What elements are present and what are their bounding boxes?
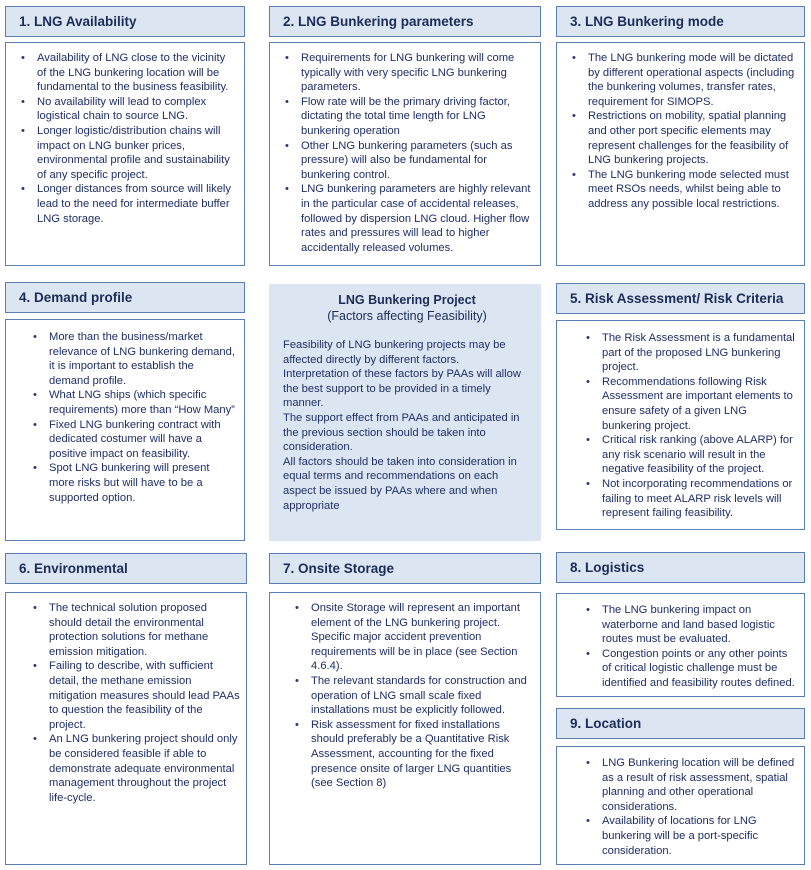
list-item: • Availability of LNG close to the vicinity of the LNG bunkering location will be fundamental to the business feasibility. (37, 51, 236, 95)
box-4-title: 4. Demand profile (19, 290, 133, 305)
box-3-list (588, 51, 798, 212)
list-item: • No availability will lead to complex logistical chain to source LNG. (37, 95, 236, 124)
list-item: • Spot LNG bunkering will present more risks but will have to be a supported option. (49, 461, 236, 505)
list-item: • The LNG bunkering mode will be dictated by different operational aspects (including the bunkering volumes, transfer rates, requirement for SIMOPS. (588, 51, 798, 109)
box-5-title: 5. Risk Assessment/ Risk Criteria (570, 291, 784, 306)
box-7-header (269, 553, 541, 584)
center-paragraph: The support effect from PAAs and anticipated in the previous section should be taken into consideration. (283, 411, 520, 454)
box-6-body (5, 592, 247, 865)
box-9-title: 9. Location (570, 716, 642, 731)
list-item: • Critical risk ranking (above ALARP) for any risk scenario will result in the negative feasibility of the project. (602, 433, 798, 477)
center-title: LNG Bunkering Project (338, 293, 476, 307)
list-item: • More than the business/market relevance of LNG bunkering demand, it is important to establish the demand profile. (49, 330, 236, 388)
list-item: • The technical solution proposed should detail the environmental protection solutions for methane emission mitigation. (49, 601, 240, 659)
list-item: • Congestion points or any other points of critical logistic challenge must be identified and feasibility routes defined. (602, 647, 798, 691)
box-8-title: 8. Logistics (570, 560, 645, 575)
list-item: • Recommendations following Risk Assessment are important elements to ensure safety of a given LNG bunkering project. (602, 375, 798, 433)
box-1-title: 1. LNG Availability (19, 14, 137, 29)
box-4-header (5, 282, 245, 313)
list-item: • What LNG ships (which specific requirements) more than “How Many” (49, 388, 236, 417)
list-item: • Requirements for LNG bunkering will come typically with very specific LNG bunkering parameters. (301, 51, 532, 95)
box-9-body (556, 746, 805, 865)
center-paragraph: All factors should be taken into consideration in equal terms and recommendations on each aspect be issued by PAAs where and when appropriate (283, 455, 517, 512)
box-7-list (311, 601, 534, 791)
center-paragraph: Interpretation of these factors by PAAs will allow the best support to be provided in a timely manner. (283, 368, 521, 410)
box-9-header (556, 708, 805, 739)
box-8-header (556, 552, 805, 583)
box-2-body (269, 42, 541, 266)
box-6-title: 6. Environmental (19, 561, 128, 576)
list-item: • Restrictions on mobility, spatial planning and other port specific elements may represent challenges for the feasibility of LNG bunkering projects. (588, 109, 798, 167)
box-3-title: 3. LNG Bunkering mode (570, 14, 724, 29)
center-summary-box (269, 284, 541, 541)
list-item: • Other LNG bunkering parameters (such as pressure) will also be fundamental for bunkering control. (301, 139, 532, 183)
list-item: • Longer distances from source will likely lead to the need for intermediate buffer LNG storage. (37, 182, 236, 226)
list-item: • LNG Bunkering location will be defined as a result of risk assessment, spatial planning and other operational considerations. (602, 756, 798, 814)
list-item: • The relevant standards for construction and operation of LNG small scale fixed installations must be explicitly followed. (311, 674, 534, 718)
box-2-header (269, 6, 541, 37)
list-item: • Availability of locations for LNG bunkering will be a port-specific consideration. (602, 814, 798, 858)
box-3-header (556, 6, 805, 37)
box-6-list (49, 601, 240, 805)
list-item: • Risk assessment for fixed installations should preferably be a Quantitative Risk Assessment, accounting for the fixed presence onsite of larger LNG quantities (see Section 8) (311, 718, 534, 791)
list-item: • The LNG bunkering impact on waterborne and land based logistic routes must be evaluated. (602, 603, 798, 647)
list-item: • Longer logistic/distribution chains will impact on LNG bunker prices, environmental profile and sustainability of any specific project. (37, 124, 236, 182)
list-item: • Not incorporating recommendations or failing to meet ALARP risk levels will represent failing feasibility. (602, 477, 798, 521)
box-9-list (602, 756, 798, 858)
box-7-body (269, 592, 541, 865)
box-4-body (5, 319, 245, 541)
box-5-header (556, 283, 805, 314)
box-7-title: 7. Onsite Storage (283, 561, 395, 576)
box-1-header (5, 6, 245, 37)
box-1-body (5, 42, 245, 266)
list-item: • Onsite Storage will represent an important element of the LNG bunkering project. Specific major accident prevention requirements will be in place (see Section 4.6.4). (311, 601, 534, 674)
list-item: • The LNG bunkering mode selected must meet RSOs needs, whilst being able to address any possible local restrictions. (588, 168, 798, 212)
list-item: • Failing to describe, with sufficient detail, the methane emission mitigation measures should lead PAAs to question the feasibility of the project. (49, 659, 240, 732)
box-3-body (556, 42, 805, 266)
center-subtitle: (Factors affecting Feasibility) (327, 309, 487, 323)
box-2-list (301, 51, 532, 255)
list-item: • Flow rate will be the primary driving factor, dictating the total time length for LNG bunkering operation (301, 95, 532, 139)
box-5-list (602, 331, 798, 521)
box-2-title: 2. LNG Bunkering parameters (283, 14, 474, 29)
box-1-list (37, 51, 236, 226)
box-4-list (49, 330, 236, 505)
list-item: • An LNG bunkering project should only be considered feasible if able to demonstrate adequate environmental management throughout the project life-cycle. (49, 732, 240, 805)
box-8-body (556, 593, 805, 697)
list-item: • The Risk Assessment is a fundamental part of the proposed LNG bunkering project. (602, 331, 798, 375)
center-paragraph: Feasibility of LNG bunkering projects may be affected directly by different factors. (283, 339, 506, 366)
list-item: • Fixed LNG bunkering contract with dedicated costumer will have a positive impact on feasibility. (49, 418, 236, 462)
box-8-list (602, 603, 798, 691)
list-item: • LNG bunkering parameters are highly relevant in the particular case of accidental releases, followed by dispersion LNG cloud. Higher flow rates and pressures will lead to higher accidentally released volumes. (301, 182, 532, 255)
box-6-header (5, 553, 247, 584)
box-5-body (556, 320, 805, 530)
